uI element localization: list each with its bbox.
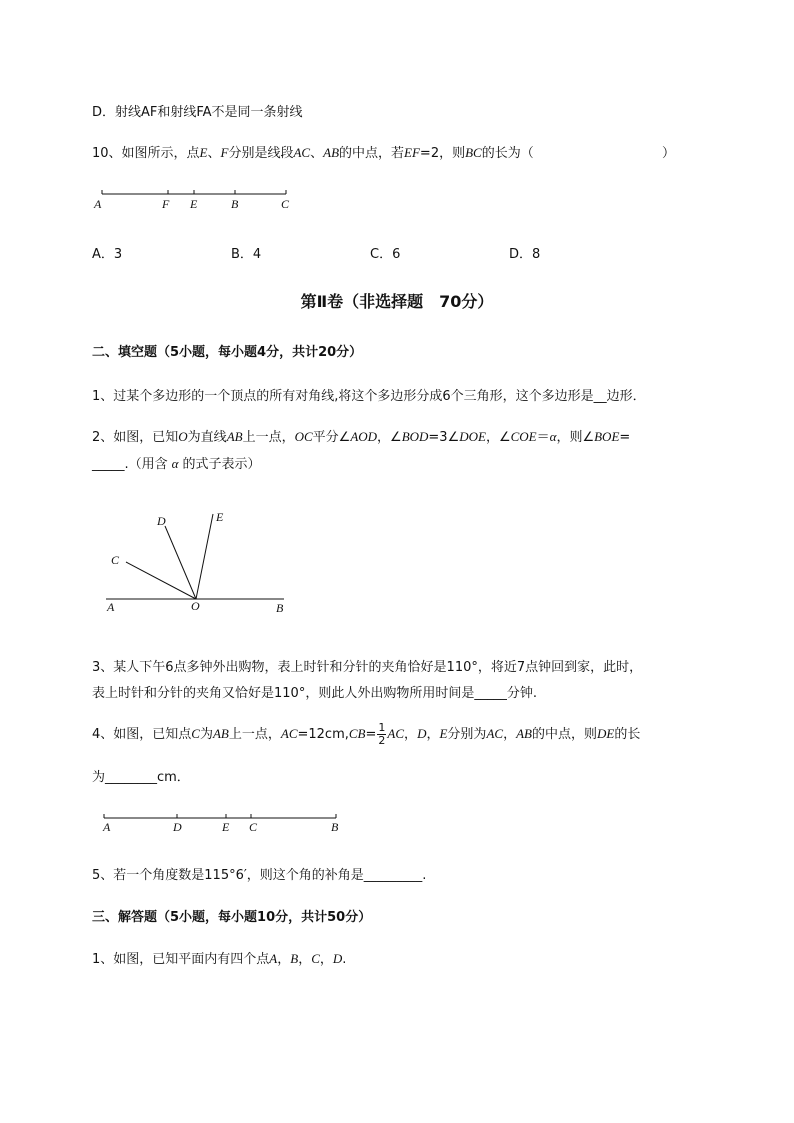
s3q1-point-c: C bbox=[311, 951, 320, 966]
s2-question-4-line2: 为________cm． bbox=[92, 770, 190, 785]
s2-question-5: 5、若一个角度数是115°6′，则这个角的补角是_________. bbox=[92, 868, 427, 883]
q10-stem bbox=[92, 142, 534, 161]
q2-text: ，则∠ bbox=[556, 430, 595, 445]
q2-point-o: O bbox=[178, 429, 188, 444]
q2-text: 2、如图，已知 bbox=[92, 430, 179, 445]
q4-segment-cb: CB bbox=[348, 726, 366, 741]
q2-angle-doe: DOE bbox=[459, 429, 486, 444]
q10-text: 分别是线段 bbox=[228, 146, 294, 161]
q4-text: 上一点， bbox=[228, 727, 281, 742]
s3-question-1 bbox=[92, 948, 346, 967]
q2-angle-figure bbox=[98, 504, 298, 616]
q2-alpha: α bbox=[171, 456, 179, 471]
s3q1-point-b: B bbox=[290, 951, 299, 966]
q2-text: ，∠ bbox=[485, 430, 511, 445]
q10-segment-ef: EF bbox=[404, 145, 420, 160]
s3q1-text: 1、如图，已知平面内有四个点 bbox=[92, 952, 270, 967]
q2-angle-bod: BOD bbox=[401, 429, 429, 444]
q4-label-b: B bbox=[331, 820, 339, 834]
q2-label-d: D bbox=[157, 514, 166, 528]
q4-text: 4、如图，已知点 bbox=[92, 727, 192, 742]
q4-text: 的长 bbox=[614, 727, 641, 742]
q10-text: 的中点，若 bbox=[339, 146, 405, 161]
q2-label-e: E bbox=[216, 510, 224, 524]
q10-segment-ac: AC bbox=[293, 145, 311, 160]
q4-text: 的中点，则 bbox=[531, 727, 597, 742]
q10-label-b: B bbox=[231, 197, 239, 211]
q10-option-d: D．8 bbox=[509, 247, 541, 262]
q10-option-b: B．4 bbox=[231, 247, 262, 262]
q2-label-o: O bbox=[191, 599, 200, 613]
q4-segment-figure bbox=[96, 810, 346, 836]
s2-question-1: 1、过某个多边形的一个顶点的所有对角线,将这个多边形分成6个三角形，这个多边形是__边形． bbox=[92, 389, 646, 404]
q4-text: ， bbox=[426, 727, 440, 742]
s2-question-3-line1: 3、某人下午6点多钟外出购物，表上时针和分针的夹角恰好是110°，将近7点钟回到家，此时， bbox=[92, 660, 643, 675]
q2-text: 上一点， bbox=[242, 430, 295, 445]
s2-question-4-line1 bbox=[92, 722, 640, 747]
q2-ray-oe bbox=[196, 514, 213, 599]
q4-point-c: C bbox=[191, 726, 200, 741]
q4-label-d: D bbox=[173, 820, 182, 834]
q9-option-d: D．射线AF和射线FA不是同一条射线 bbox=[92, 105, 303, 120]
q10-label-c: C bbox=[281, 197, 290, 211]
q10-segment-bc: BC bbox=[465, 145, 482, 160]
q10-label-a: A bbox=[94, 197, 102, 211]
q2-label-a: A bbox=[107, 600, 115, 614]
q2-text: 的式子表示） bbox=[182, 457, 261, 472]
q4-label-e: E bbox=[222, 820, 230, 834]
q2-text: = bbox=[619, 430, 631, 445]
q2-ray-oc bbox=[126, 562, 196, 599]
s2-question-2-line2 bbox=[92, 453, 260, 472]
q4-point-e: E bbox=[439, 726, 448, 741]
q10-label-e: E bbox=[190, 197, 198, 211]
q2-angle-coe: COE bbox=[510, 429, 537, 444]
s3q1-text: ， bbox=[277, 952, 291, 967]
q10-option-c: C．6 bbox=[370, 247, 401, 262]
q4-segment-ab: AB bbox=[212, 726, 229, 741]
q10-point-f: F bbox=[220, 145, 229, 160]
q4-text: 分别为 bbox=[447, 727, 487, 742]
section3-heading: 三、解答题（5小题，每小题10分，共计50分） bbox=[92, 910, 372, 925]
s2-question-2-line1 bbox=[92, 426, 630, 445]
q4-segment-ab: AB bbox=[516, 726, 532, 741]
q4-fraction-numerator: 1 bbox=[378, 721, 386, 734]
s3q1-text: ， bbox=[298, 952, 312, 967]
q4-text: =12cm, bbox=[297, 727, 349, 742]
q10-paren-close: ） bbox=[662, 146, 676, 161]
q4-text: = bbox=[365, 727, 377, 742]
q10-segment-figure bbox=[88, 186, 298, 214]
q10-text: =2，则 bbox=[419, 146, 466, 161]
q10-text: 10、如图所示，点 bbox=[92, 146, 200, 161]
q2-text: 为直线 bbox=[187, 430, 227, 445]
q4-segment-ac: AC bbox=[280, 726, 298, 741]
s3q1-text: . bbox=[342, 952, 347, 967]
q2-text: ，∠ bbox=[377, 430, 402, 445]
q10-label-f: F bbox=[162, 197, 170, 211]
q2-line-ab: AB bbox=[226, 429, 243, 444]
q4-label-c: C bbox=[249, 820, 258, 834]
q10-point-e: E bbox=[199, 145, 208, 160]
q2-alpha: α bbox=[549, 429, 557, 444]
q2-ray-od bbox=[165, 526, 196, 599]
q2-angle-aod: AOD bbox=[350, 429, 378, 444]
q4-text: 为 bbox=[199, 727, 213, 742]
q4-text: ， bbox=[404, 727, 418, 742]
s3q1-point-a: A bbox=[269, 951, 278, 966]
section2-heading: 二、填空题（5小题，每小题4分，共计20分） bbox=[92, 345, 363, 360]
s2-question-3-line2: 表上时针和分针的夹角又恰好是110°，则此人外出购物所用时间是_____分钟. bbox=[92, 686, 537, 701]
q4-point-d: D bbox=[417, 726, 427, 741]
q10-segment-ab: AB bbox=[323, 145, 340, 160]
q2-text: 平分∠ bbox=[312, 430, 351, 445]
q10-text: 、 bbox=[207, 146, 221, 161]
q10-option-a: A．3 bbox=[92, 247, 123, 262]
s3q1-text: ， bbox=[319, 952, 333, 967]
q4-fraction bbox=[377, 722, 386, 747]
q2-label-c: C bbox=[111, 553, 120, 567]
q2-text: ＝ bbox=[536, 430, 550, 445]
q4-label-a: A bbox=[103, 820, 111, 834]
q4-segment-ac: AC bbox=[387, 726, 405, 741]
q4-fraction-denominator: 2 bbox=[378, 734, 386, 747]
q2-ray-oc: OC bbox=[294, 429, 313, 444]
q4-text: ， bbox=[503, 727, 517, 742]
q10-text: 的长为（ bbox=[481, 146, 534, 161]
q2-angle-boe: BOE bbox=[594, 429, 620, 444]
s3q1-point-d: D bbox=[332, 951, 343, 966]
q4-segment-de: DE bbox=[596, 726, 615, 741]
q4-segment-ac: AC bbox=[486, 726, 504, 741]
q2-label-b: B bbox=[276, 601, 284, 615]
part2-title: 第Ⅱ卷（非选择题 70分） bbox=[300, 292, 494, 311]
q10-text: 、 bbox=[310, 146, 324, 161]
q2-text: _____.（用含 bbox=[92, 457, 168, 472]
q2-text: =3∠ bbox=[428, 430, 460, 445]
